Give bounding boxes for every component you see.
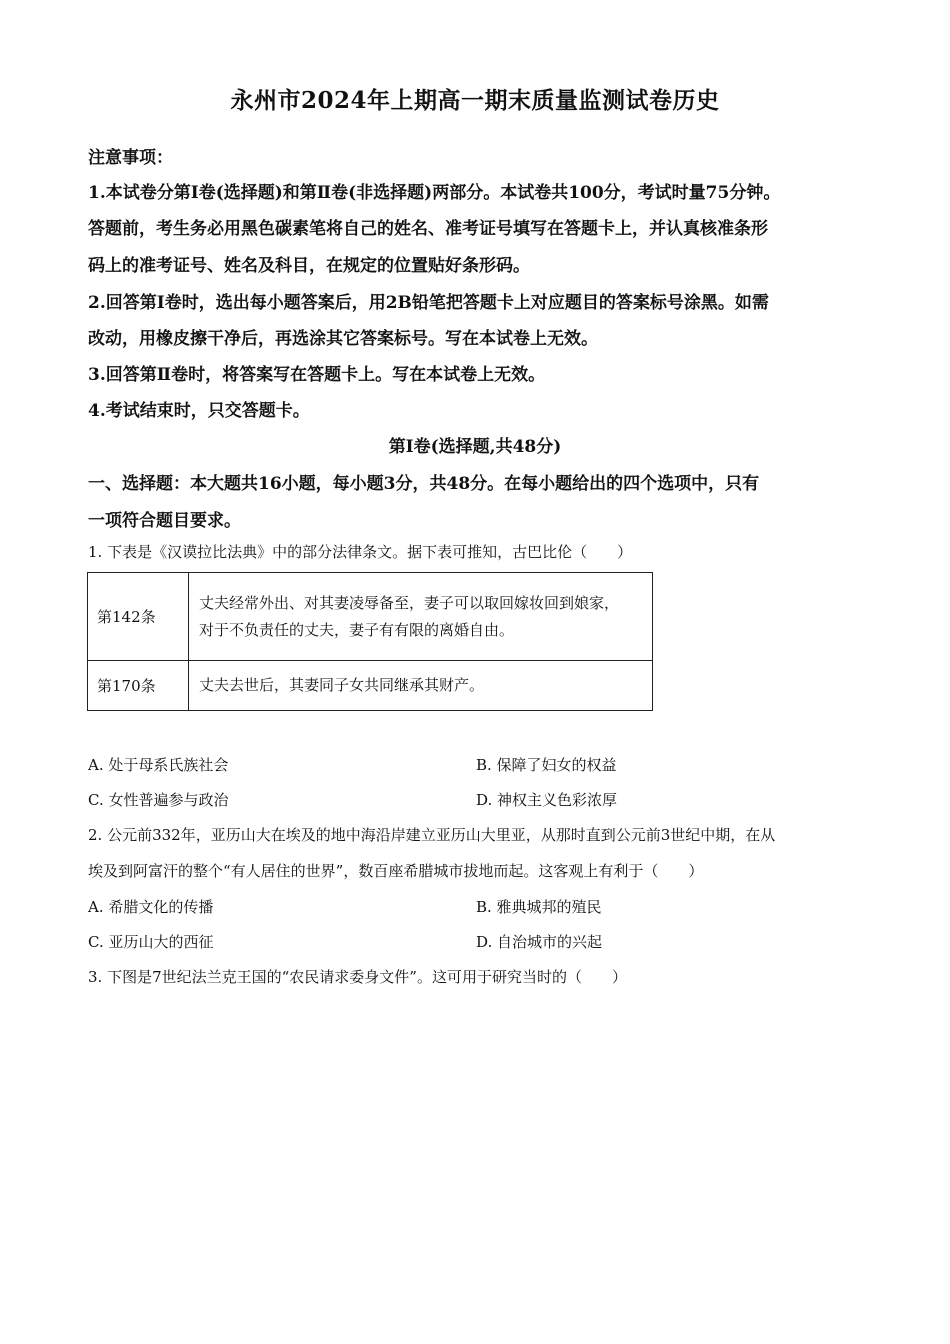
- question-1-stem: 1. 下表是《汉谟拉比法典》中的部分法律条文。据下表可推知，古巴比伦（ ）: [88, 543, 633, 561]
- exam-title: 永州市2024年上期高一期末质量监测试卷历史: [230, 87, 720, 114]
- article-text: [189, 661, 653, 711]
- part1-heading: 第Ⅰ卷(选择题,共48分): [388, 437, 562, 457]
- question-2-stem-line-2: 埃及到阿富汗的整个“有人居住的世界”，数百座希腊城市拔地而起。这客观上有利于（ ）: [88, 862, 704, 880]
- section-instruction-line-2: 一项符合题目要求。: [88, 511, 241, 531]
- law-articles-table: [87, 572, 653, 711]
- article-text-line: 丈夫去世后，其妻同子女共同继承其财产。: [199, 676, 485, 694]
- notice-line-4: 2.回答第Ⅰ卷时，选出每小题答案后，用2B铅笔把答题卡上对应题目的答案标号涂黑。如需: [88, 293, 769, 313]
- question-1-option-c[interactable]: C. 女性普遍参与政治: [88, 791, 229, 809]
- article-text: [189, 573, 653, 661]
- question-2-stem-line-1: 2. 公元前332年，亚历山大在埃及的地中海沿岸建立亚历山大里亚，从那时直到公元前3世纪中期，在从: [88, 826, 776, 844]
- table-row: [88, 661, 653, 711]
- article-number: 第170条: [88, 661, 189, 711]
- question-1-option-b[interactable]: B. 保障了妇女的权益: [476, 756, 617, 774]
- question-3-stem: 3. 下图是7世纪法兰克王国的“农民请求委身文件”。这可用于研究当时的（ ）: [88, 968, 627, 986]
- table-row: [88, 573, 653, 661]
- question-1-option-a[interactable]: A. 处于母系氏族社会: [88, 756, 229, 774]
- notice-line-5: 改动，用橡皮擦干净后，再选涂其它答案标号。写在本试卷上无效。: [88, 329, 598, 349]
- question-2-option-d[interactable]: D. 自治城市的兴起: [476, 933, 603, 951]
- question-2-option-c[interactable]: C. 亚历山大的西征: [88, 933, 214, 951]
- question-1-option-d[interactable]: D. 神权主义色彩浓厚: [476, 791, 618, 809]
- section-instruction-line-1: 一、选择题：本大题共16小题，每小题3分，共48分。在每小题给出的四个选项中，只有: [88, 474, 760, 494]
- question-2-option-a[interactable]: A. 希腊文化的传播: [88, 898, 214, 916]
- notice-line-6: 3.回答第Ⅱ卷时，将答案写在答题卡上。写在本试卷上无效。: [88, 365, 546, 385]
- notice-heading: 注意事项：: [88, 148, 173, 168]
- notice-line-7: 4.考试结束时，只交答题卡。: [88, 401, 310, 421]
- article-number: 第142条: [88, 573, 189, 661]
- notice-line-3: 码上的准考证号、姓名及科目，在规定的位置贴好条形码。: [88, 256, 530, 276]
- notice-line-1: 1.本试卷分第Ⅰ卷(选择题)和第Ⅱ卷(非选择题)两部分。本试卷共100分，考试时量75分钟。: [88, 183, 781, 203]
- article-text-line: 对于不负责任的丈夫，妻子有有限的离婚自由。: [199, 620, 515, 639]
- question-2-option-b[interactable]: B. 雅典城邦的殖民: [476, 898, 602, 916]
- article-text-line: 丈夫经常外出、对其妻凌辱备至，妻子可以取回嫁妆回到娘家，: [199, 593, 620, 612]
- notice-line-2: 答题前，考生务必用黑色碳素笔将自己的姓名、准考证号填写在答题卡上，并认真核准条形: [88, 219, 768, 239]
